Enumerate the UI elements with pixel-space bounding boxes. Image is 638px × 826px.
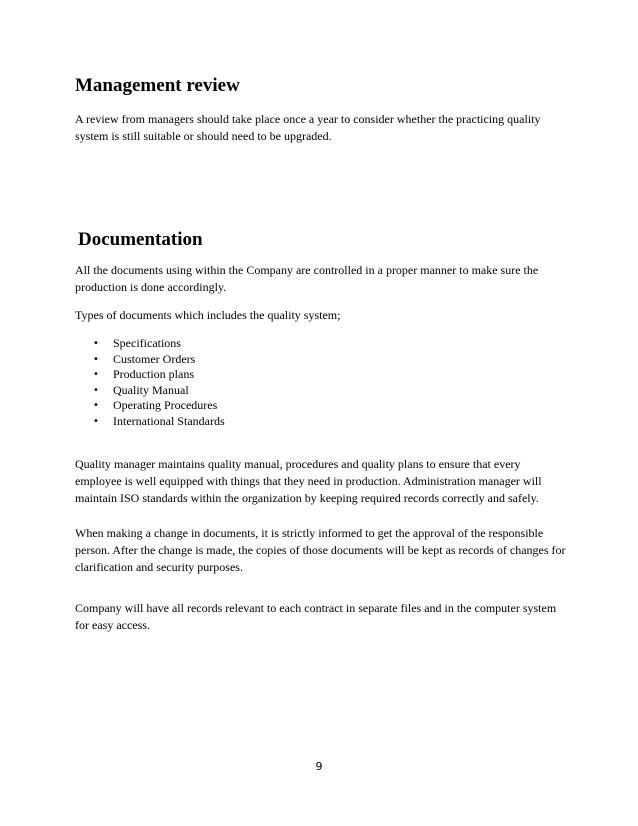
- list-item: [93, 367, 225, 383]
- list-item-text: Quality Manual: [113, 382, 189, 397]
- bullet-icon: •: [93, 384, 99, 396]
- bullet-icon: •: [93, 369, 99, 380]
- list-item: [93, 336, 225, 352]
- management-review-heading: Management review: [75, 75, 240, 96]
- list-item-text: International Standards: [113, 413, 225, 428]
- document-types-intro: Types of documents which includes the quality system;: [75, 308, 341, 322]
- documentation-heading: Documentation: [78, 229, 203, 250]
- list-item-text: Production plans: [113, 367, 194, 381]
- list-item: [93, 398, 225, 414]
- list-item-text: Specifications: [113, 336, 181, 350]
- management-review-paragraph: A review from managers should take place once a year to consider whether the practicing quality system is still suitable or should need to be upgraded.: [75, 112, 541, 143]
- list-item: [93, 383, 225, 399]
- bullet-icon: •: [93, 338, 99, 349]
- bullet-icon: •: [93, 353, 99, 365]
- documentation-intro-paragraph: All the documents using within the Company are controlled in a proper manner to make sure the production is done accordingly.: [75, 263, 539, 294]
- list-item: [93, 414, 225, 430]
- quality-manager-paragraph: Quality manager maintains quality manual, procedures and quality plans to ensure that every employee is well equipped with things that they need in production. Administration manager will maintain ISO standards within the organization by keeping required records correctly and safely.: [75, 457, 542, 505]
- company-records-paragraph: Company will have all records relevant to each contract in separate files and in the computer system for easy access.: [75, 601, 557, 632]
- page-number: 9: [315, 760, 323, 773]
- bullet-icon: •: [93, 400, 99, 411]
- list-item-text: Customer Orders: [113, 351, 196, 366]
- list-item: [93, 352, 225, 368]
- document-changes-paragraph: When making a change in documents, it is strictly informed to get the approval of the responsible person. After the change is made, the copies of those documents will be kept as records of changes for clarification and security purposes.: [75, 526, 566, 574]
- bullet-icon: •: [93, 415, 99, 427]
- document-types-list: [93, 336, 225, 429]
- list-item-text: Operating Procedures: [113, 398, 218, 412]
